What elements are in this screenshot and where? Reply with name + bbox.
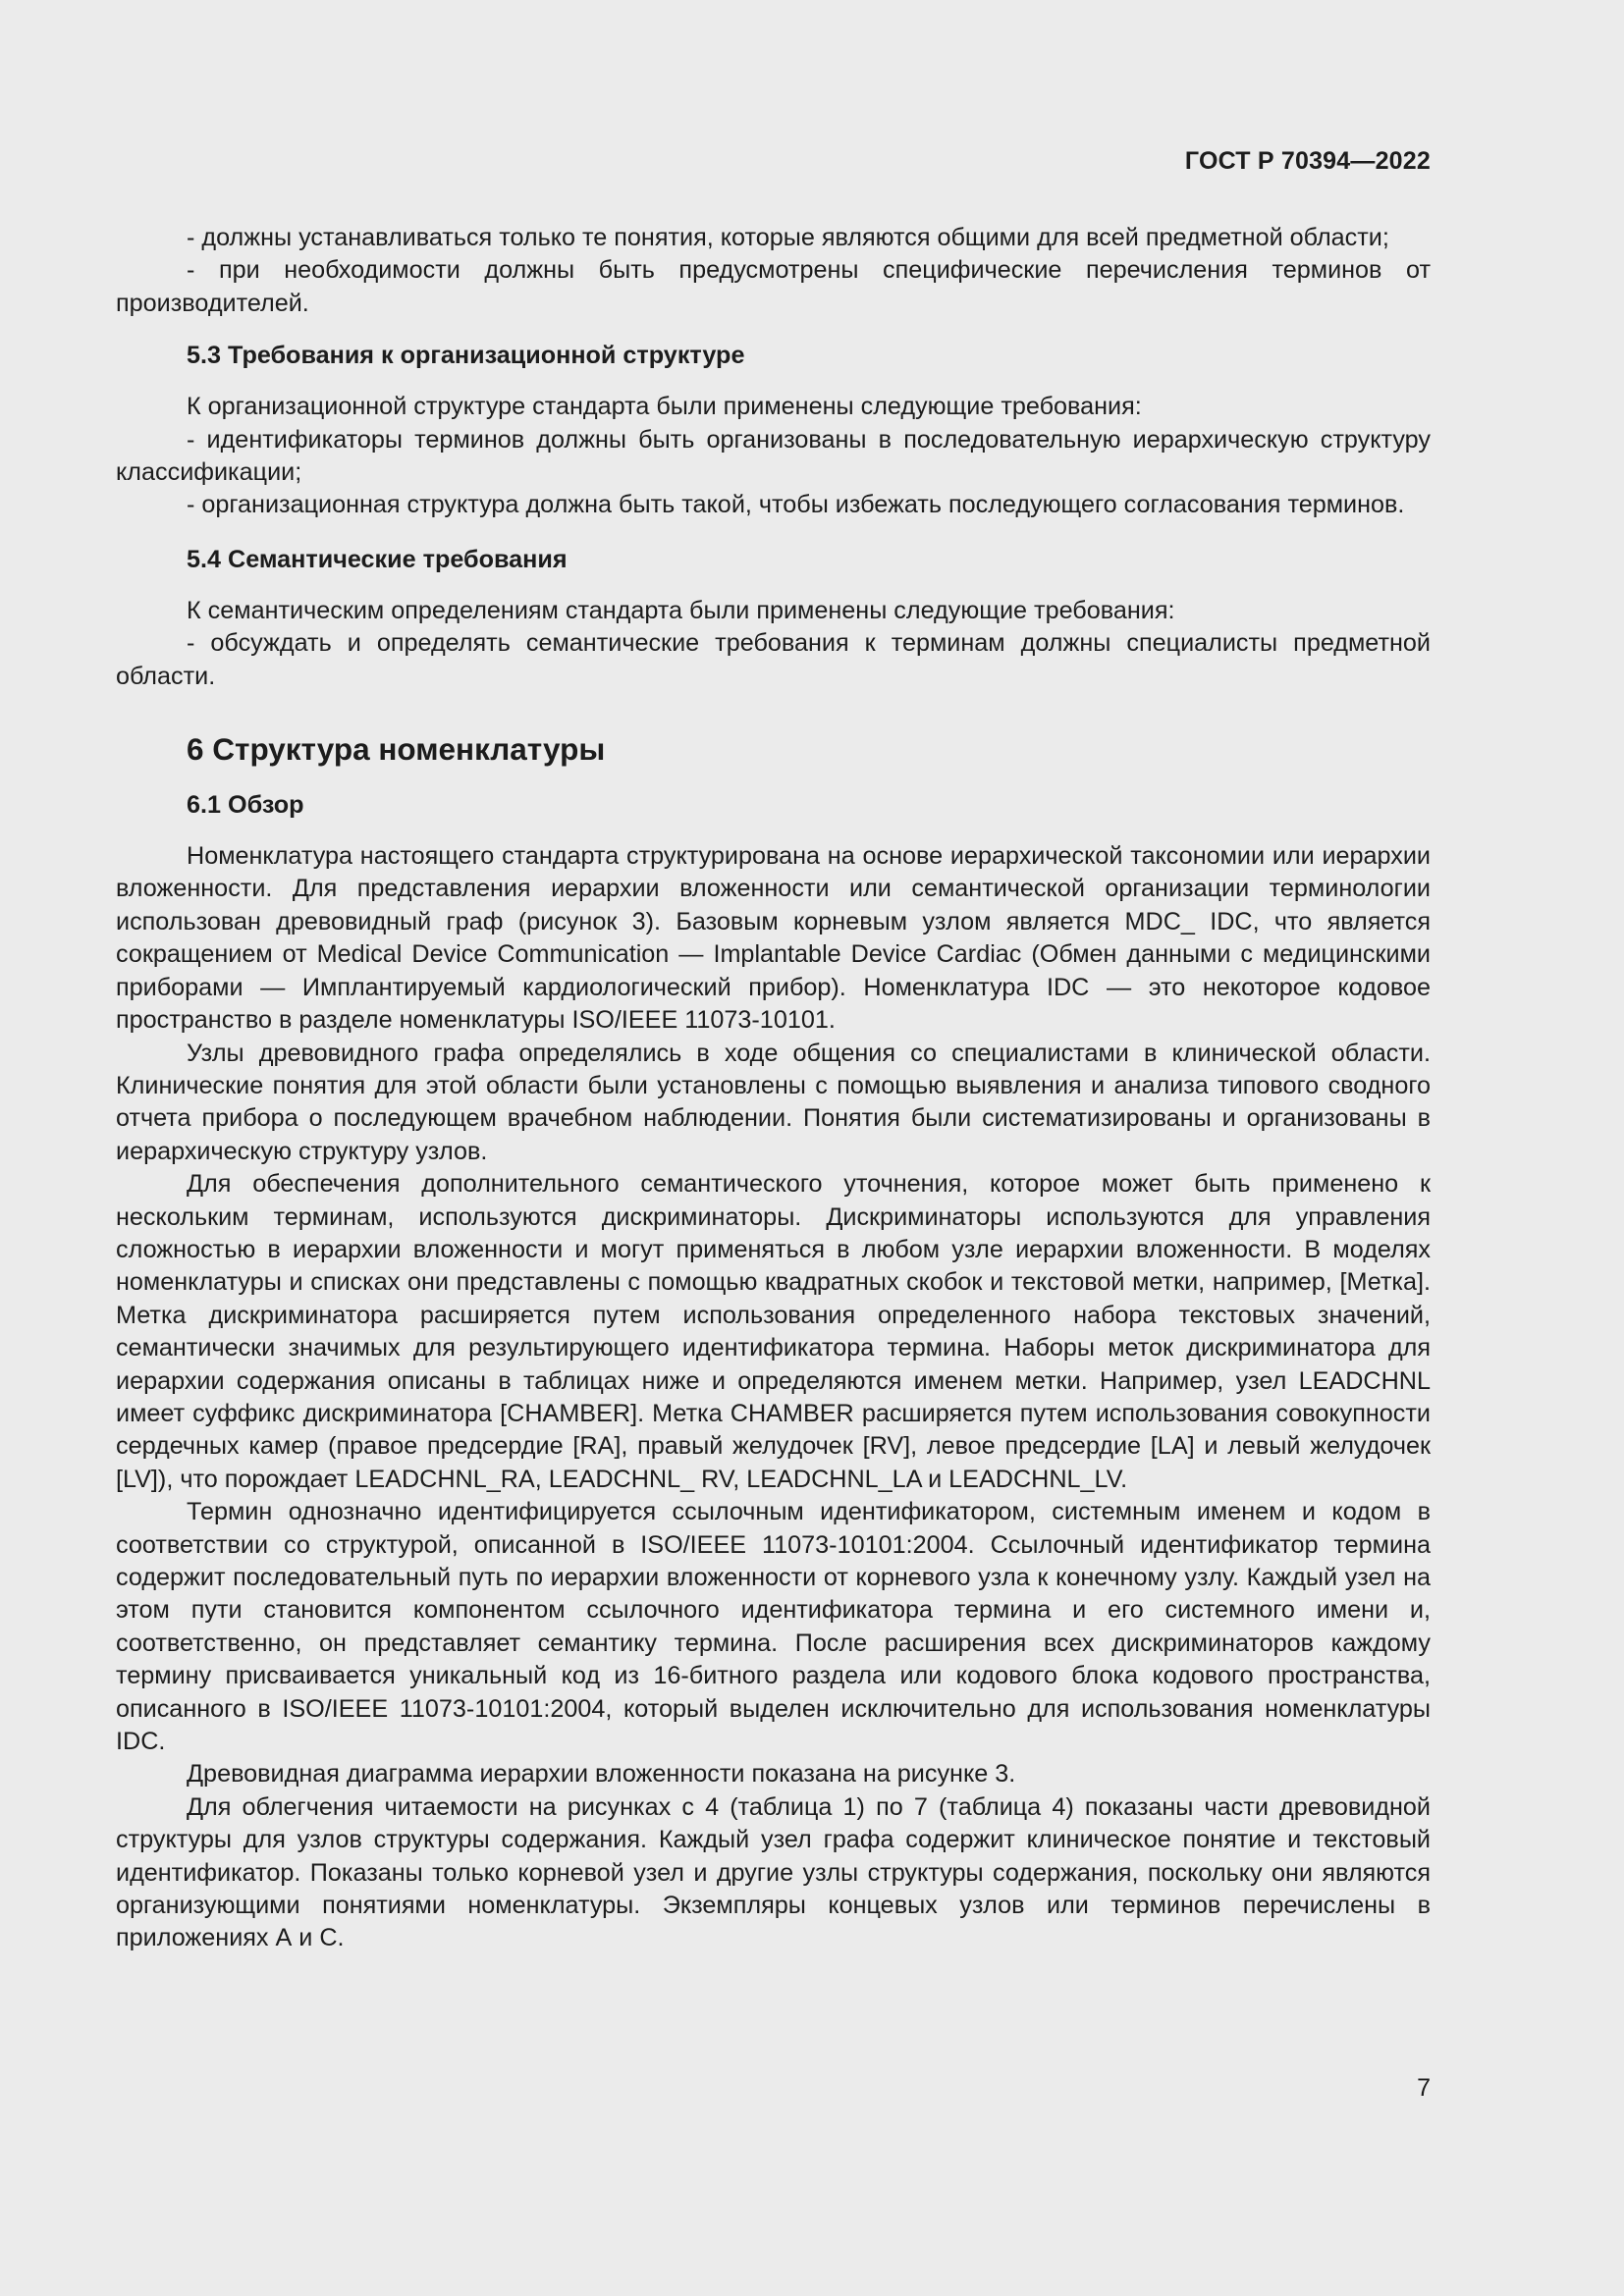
section-5-3-paragraph-1: К организационной структуре стандарта были применены следующие требования: (187, 393, 1142, 421)
intro-paragraph-1: - должны устанавливаться только те понятия, которые являются общими для всей предметной области; (187, 224, 1389, 251)
section-6-1-paragraph-1: Номенклатура настоящего стандарта структурирована на основе иерархической таксономии или иерархии вложенности. Для представления иерархии вложенности или семантической организации терминологии использован древовидный граф (рисунок 3). Базовым корневым узлом является MDC_ IDC, что является сокращением от Medical Device Communication — Implantable Device Cardiac (Обмен данными с медицинскими приборами — Имплантируемый кардиологический прибор). Номенклатура IDC — это некоторое кодовое пространство в разделе номенклатуры ISO/IEEE 11073-10101. (116, 842, 1431, 1035)
intro-paragraph-2: - при необходимости должны быть предусмотрены специфические перечисления терминов от производителей. (116, 256, 1431, 317)
section-5-3-paragraph-3: - организационная структура должна быть такой, чтобы избежать последующего согласования терминов. (187, 491, 1405, 519)
section-6-1-paragraph-5: Древовидная диаграмма иерархии вложенности показана на рисунке 3. (187, 1760, 1016, 1789)
section-6-1-paragraph-2: Узлы древовидного графа определялись в ходе общения со специалистами в клинической области. Клинические понятия для этой области были установлены с помощью выявления и анализа типового сводного отчета прибора о последующем врачебном наблюдении. Понятия были систематизированы и организованы в иерархическую структуру узлов. (116, 1039, 1431, 1165)
section-6-1-heading: 6.1 Обзор (187, 791, 304, 820)
section-6-1-paragraph-6: Для облегчения читаемости на рисунках с 4 (таблица 1) по 7 (таблица 4) показаны части древовидной структуры для узлов структуры содержания. Каждый узел графа содержит клиническое понятие и текстовый идентификатор. Показаны только корневой узел и другие узлы структуры содержания, поскольку они являются организующими понятиями номенклатуры. Экземпляры концевых узлов или терминов перечислены в приложениях А и С. (116, 1792, 1431, 1952)
section-5-3-paragraph-2: - идентификаторы терминов должны быть организованы в последовательную иерархическую структуру классификации; (116, 425, 1431, 487)
section-5-3-heading: 5.3 Требования к организационной структуре (187, 342, 745, 370)
page-number: 7 (1417, 2074, 1431, 2102)
section-6-heading: 6 Структура номенклатуры (187, 731, 606, 768)
section-6-1-paragraph-4: Термин однозначно идентифицируется ссылочным идентификатором, системным именем и кодом в соответствии со структурой, описанной в ISO/IEEE 11073-10101:2004. Ссылочный идентификатор термина содержит последовательный путь по иерархии вложенности от корневого узла к конечному узлу. Каждый узел на этом пути становится компонентом ссылочного идентификатора термина и его системного имени и, соответственно, он представляет семантику термина. После расширения всех дискриминаторов каждому термину присваивается уникальный код из 16-битного раздела или кодового блока кодового пространства, описанного в ISO/IEEE 11073-10101:2004, который выделен исключительно для использования номенклатуры IDC. (116, 1498, 1431, 1756)
section-5-4-heading: 5.4 Семантические требования (187, 545, 568, 573)
section-6-1-paragraph-3: Для обеспечения дополнительного семантического уточнения, которое может быть применено к нескольким терминам, используются дискриминаторы. Дискриминаторы используются для управления сложностью в иерархии вложенности и могут применяться в любом узле иерархии вложенности. В моделях номенклатуры и списках они представлены с помощью квадратных скобок и текстовой метки, например, [Метка]. Метка дискриминатора расширяется путем использования определенного набора текстовых значений, семантически значимых для результирующего идентификатора термина. Наборы меток дискриминатора для иерархии содержания описаны в таблицах ниже и определяются именем метки. Например, узел LEADCHNL имеет суффикс дискриминатора [CHAMBER]. Метка CHAMBER расширяется путем использования совокупности сердечных камер (правое предсердие [RA], правый желудочек [RV], левое предсердие [LA] и левый желудочек [LV]), что порождает LEADCHNL_RA, LEADCHNL_ RV, LEADCHNL_LA и LEADCHNL_LV. (116, 1170, 1431, 1493)
section-5-4-paragraph-2: - обсуждать и определять семантические требования к терминам должны специалисты предметной области. (116, 629, 1431, 690)
document-body (116, 222, 1431, 1955)
section-5-4-paragraph-1: К семантическим определениям стандарта были применены следующие требования: (187, 596, 1175, 624)
document-header-id: ГОСТ Р 70394—2022 (1184, 147, 1431, 175)
